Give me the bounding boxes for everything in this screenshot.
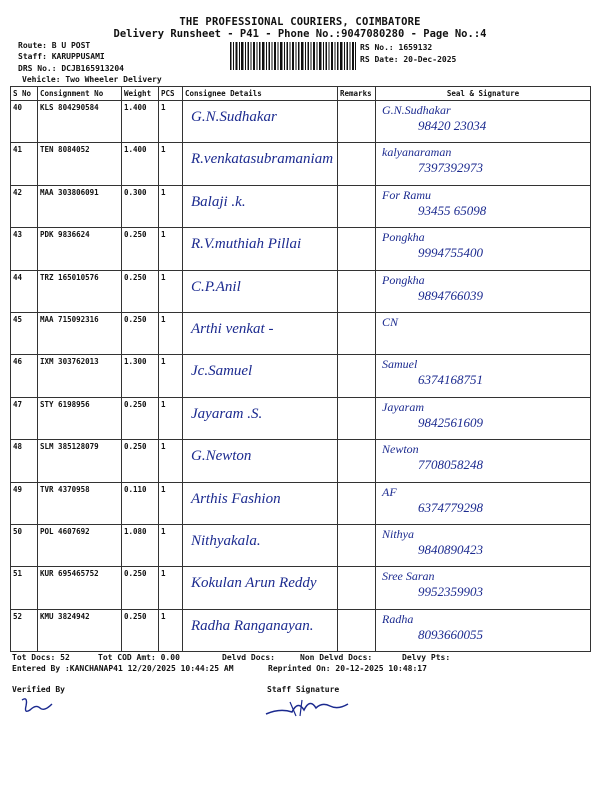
weight: 0.110 (122, 482, 159, 524)
table-row (11, 355, 591, 397)
weight: 1.300 (122, 355, 159, 397)
remarks (338, 567, 376, 609)
pieces: 1 (159, 312, 183, 354)
serial-number: 44 (11, 270, 38, 312)
consignee-handwritten-name: Nithyakala. (191, 532, 261, 549)
seal-signature (376, 185, 591, 227)
entered-by: Entered By :KANCHANAP41 12/20/2025 10:44:25 AM (12, 664, 234, 673)
receiver-phone: 6374168751 (418, 372, 483, 388)
runsheet-table (10, 86, 591, 652)
seal-signature (376, 440, 591, 482)
consignment-number: POL 4607692 (38, 524, 122, 566)
pieces: 1 (159, 440, 183, 482)
seal-signature (376, 397, 591, 439)
table-row (11, 482, 591, 524)
serial-number: 50 (11, 524, 38, 566)
remarks (338, 609, 376, 651)
weight: 0.250 (122, 567, 159, 609)
seal-signature (376, 567, 591, 609)
seal-signature (376, 609, 591, 651)
weight: 0.250 (122, 270, 159, 312)
table-row (11, 524, 591, 566)
receiver-signature: AF (382, 484, 397, 499)
weight: 0.250 (122, 312, 159, 354)
consignee-details (183, 185, 338, 227)
serial-number: 47 (11, 397, 38, 439)
receiver-phone: 93455 65098 (418, 202, 487, 218)
consignee-details (183, 609, 338, 651)
table-row (11, 143, 591, 185)
table-row (11, 312, 591, 354)
col-seal-signature: Seal & Signature (376, 87, 591, 101)
col-remarks: Remarks (338, 87, 376, 101)
serial-number: 51 (11, 567, 38, 609)
drs-number: DRS No.: DCJB165913204 (18, 64, 124, 73)
consignment-number: MAA 303806091 (38, 185, 122, 227)
pieces: 1 (159, 609, 183, 651)
rs-number: RS No.: 1659132 (360, 43, 433, 52)
consignee-details (183, 312, 338, 354)
consignee-details (183, 524, 338, 566)
rs-date: RS Date: 20-Dec-2025 (360, 55, 457, 64)
total-docs: Tot Docs: 52 (12, 653, 70, 662)
serial-number: 52 (11, 609, 38, 651)
pieces: 1 (159, 567, 183, 609)
staff-signature-label: Staff Signature (267, 685, 340, 694)
consignment-number: KMU 3824942 (38, 609, 122, 651)
remarks (338, 355, 376, 397)
consignment-number: PDK 9836624 (38, 228, 122, 270)
remarks (338, 228, 376, 270)
serial-number: 43 (11, 228, 38, 270)
consignment-number: KUR 695465752 (38, 567, 122, 609)
receiver-phone: 6374779298 (418, 499, 483, 515)
receiver-signature: Jayaram (382, 399, 424, 414)
consignee-handwritten-name: Balaji .k. (191, 193, 246, 210)
consignment-number: TRZ 165010576 (38, 270, 122, 312)
serial-number: 40 (11, 101, 38, 143)
receiver-phone: 9894766039 (418, 287, 483, 303)
consignee-handwritten-name: R.V.muthiah Pillai (191, 236, 302, 253)
delivery-points: Delvy Pts: (402, 653, 451, 662)
consignee-handwritten-name: Arthis Fashion (191, 490, 281, 507)
receiver-signature: Sree Saran (382, 569, 435, 584)
pieces: 1 (159, 397, 183, 439)
verifier-signature-icon (18, 694, 58, 716)
col-sno: S No (11, 87, 38, 101)
consignment-number: TEN 8084052 (38, 143, 122, 185)
serial-number: 41 (11, 143, 38, 185)
seal-signature (376, 482, 591, 524)
reprinted-on: Reprinted On: 20-12-2025 10:48:17 (268, 664, 427, 673)
runsheet-subtitle: Delivery Runsheet - P41 - Phone No.:9047080280 - Page No.:4 (113, 28, 487, 40)
pieces: 1 (159, 270, 183, 312)
consignment-number: MAA 715092316 (38, 312, 122, 354)
weight: 0.250 (122, 397, 159, 439)
serial-number: 46 (11, 355, 38, 397)
table-row (11, 609, 591, 651)
serial-number: 48 (11, 440, 38, 482)
consignee-details (183, 270, 338, 312)
col-weight: Weight (122, 87, 159, 101)
remarks (338, 143, 376, 185)
consignment-number: TVR 4370958 (38, 482, 122, 524)
table-row (11, 101, 591, 143)
receiver-phone: 9952359903 (418, 584, 483, 600)
consignee-details (183, 228, 338, 270)
remarks (338, 101, 376, 143)
consignee-handwritten-name: G.Newton (191, 448, 252, 465)
consignee-handwritten-name: Arthi venkat - (191, 320, 274, 337)
receiver-phone: 8093660055 (418, 626, 483, 642)
weight: 0.250 (122, 228, 159, 270)
weight: 1.080 (122, 524, 159, 566)
receiver-signature: kalyanaraman (382, 145, 452, 160)
consignee-details (183, 101, 338, 143)
company-title: THE PROFESSIONAL COURIERS, COIMBATORE (179, 16, 421, 28)
seal-signature (376, 270, 591, 312)
serial-number: 49 (11, 482, 38, 524)
seal-signature (376, 312, 591, 354)
route: Route: B U POST (18, 41, 91, 50)
staff: Staff: KARUPPUSAMI (18, 52, 105, 61)
consignee-details (183, 143, 338, 185)
receiver-signature: Nithya (382, 526, 414, 541)
receiver-signature: Pongkha (382, 272, 425, 287)
receiver-phone: 98420 23034 (418, 118, 487, 133)
weight: 1.400 (122, 143, 159, 185)
receiver-phone: 7708058248 (418, 457, 483, 473)
consignee-details (183, 355, 338, 397)
pieces: 1 (159, 143, 183, 185)
col-consignee: Consignee Details (183, 87, 338, 101)
consignee-handwritten-name: C.P.Anil (191, 278, 241, 295)
consignment-number: IXM 303762013 (38, 355, 122, 397)
seal-signature (376, 143, 591, 185)
receiver-phone: 9994755400 (418, 245, 483, 261)
consignment-number: SLM 385128079 (38, 440, 122, 482)
receiver-phone: 9842561609 (418, 414, 483, 430)
remarks (338, 270, 376, 312)
consignee-handwritten-name: Jayaram .S. (191, 405, 263, 422)
table-row (11, 270, 591, 312)
col-pcs: PCS (159, 87, 183, 101)
receiver-signature: Pongkha (382, 230, 425, 245)
weight: 1.400 (122, 101, 159, 143)
consignee-handwritten-name: Jc.Samuel (191, 363, 253, 380)
weight: 0.250 (122, 609, 159, 651)
total-cod-amount: Tot COD Amt: 0.00 (98, 653, 180, 662)
seal-signature (376, 524, 591, 566)
consignee-details (183, 482, 338, 524)
pieces: 1 (159, 185, 183, 227)
table-header-row (11, 87, 591, 101)
receiver-signature: For Ramu (382, 187, 431, 202)
serial-number: 45 (11, 312, 38, 354)
non-delivered-docs: Non Delvd Docs: (300, 653, 373, 662)
vehicle: Vehicle: Two Wheeler Delivery (22, 75, 162, 84)
verified-by-label: Verified By (12, 685, 65, 694)
table-row (11, 567, 591, 609)
consignee-handwritten-name: Radha Ranganayan. (191, 617, 314, 634)
receiver-signature: Newton (382, 442, 419, 457)
remarks (338, 185, 376, 227)
seal-signature (376, 101, 591, 143)
receiver-signature: Samuel (382, 357, 418, 372)
consignment-number: STY 6198956 (38, 397, 122, 439)
consignee-handwritten-name: Kokulan Arun Reddy (191, 575, 317, 592)
seal-signature (376, 228, 591, 270)
seal-signature (376, 355, 591, 397)
consignee-handwritten-name: R.venkatasubramaniam (191, 151, 334, 168)
barcode-image (230, 42, 356, 70)
delivered-docs: Delvd Docs: (222, 653, 275, 662)
receiver-signature: Radha (382, 611, 414, 626)
receiver-signature: CN (382, 314, 399, 329)
table-row (11, 228, 591, 270)
weight: 0.300 (122, 185, 159, 227)
serial-number: 42 (11, 185, 38, 227)
remarks (338, 482, 376, 524)
receiver-signature: G.N.Sudhakar (382, 103, 451, 117)
receiver-phone: 9840890423 (418, 541, 483, 557)
staff-signature-icon (262, 694, 352, 720)
weight: 0.250 (122, 440, 159, 482)
table-row (11, 185, 591, 227)
pieces: 1 (159, 482, 183, 524)
remarks (338, 397, 376, 439)
table-row (11, 397, 591, 439)
remarks (338, 312, 376, 354)
consignee-details (183, 440, 338, 482)
remarks (338, 524, 376, 566)
remarks (338, 440, 376, 482)
pieces: 1 (159, 355, 183, 397)
consignee-handwritten-name: G.N.Sudhakar (191, 109, 277, 125)
consignee-details (183, 567, 338, 609)
pieces: 1 (159, 101, 183, 143)
pieces: 1 (159, 524, 183, 566)
col-consignment: Consignment No (38, 87, 122, 101)
pieces: 1 (159, 228, 183, 270)
consignee-details (183, 397, 338, 439)
table-row (11, 440, 591, 482)
consignment-number: KLS 804290584 (38, 101, 122, 143)
receiver-phone: 7397392973 (418, 160, 483, 176)
